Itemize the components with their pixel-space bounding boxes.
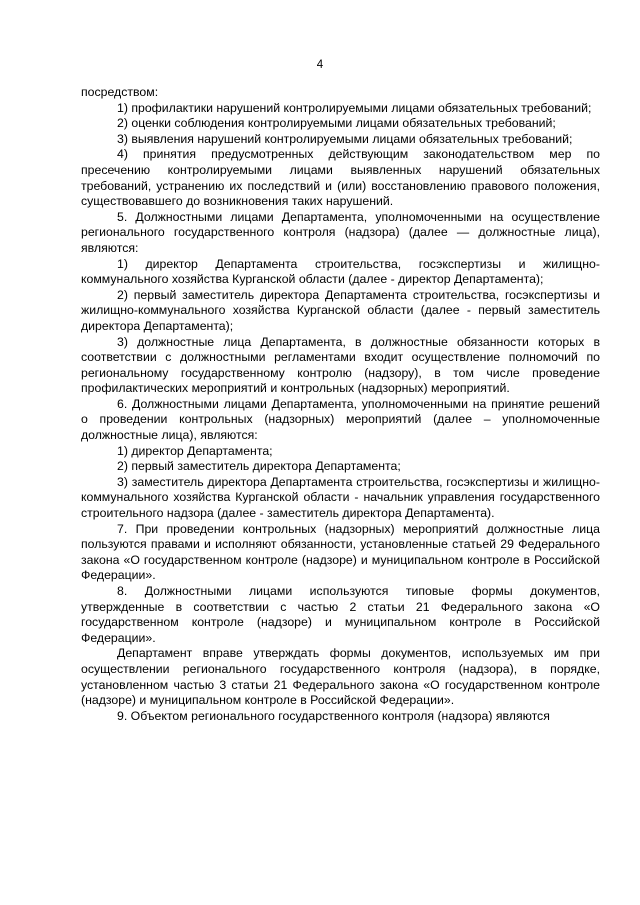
paragraph: 5. Должностными лицами Департамента, уполномоченными на осуществление регионального государственного контроля (надзора) (далее — должностные лица), являются: xyxy=(81,209,600,255)
paragraph: 1) профилактики нарушений контролируемыми лицами обязательных требований; xyxy=(117,100,592,115)
paragraph: 3) должностные лица Департамента, в должностные обязанности которых в соответствии с должностными регламентами входит осуществление полномочий по региональному государственному контролю (надзору), в том числе проведение профилактических мероприятий и контрольных (надзорных) мероприятий. xyxy=(81,334,600,396)
paragraph: 3) выявления нарушений контролируемыми лицами обязательных требований; xyxy=(117,131,573,146)
paragraph: 2) оценки соблюдения контролируемыми лицами обязательных требований; xyxy=(117,116,556,131)
paragraph: 7. При проведении контрольных (надзорных) мероприятий должностные лица пользуются правами и исполняют обязанности, установленные статьей 29 Федерального закона «О государственном контроле (надзоре) и муниципальном контроле в Российской Федерации». xyxy=(81,521,600,583)
paragraph: 1) директор Департамента; xyxy=(117,443,273,458)
paragraph: Департамент вправе утверждать формы документов, используемых им при осуществлении регионального государственного контроля (надзора), в порядке, установленном частью 3 статьи 21 Федерального закона «О государственном контроле (надзоре) и муниципальном контроле в Российской Федерации». xyxy=(81,646,600,708)
paragraph: посредством: xyxy=(81,85,159,99)
paragraph: 2) первый заместитель директора Департамента строительства, госэкспертизы и жилищно-коммунального хозяйства Курганской области (далее - первый заместитель директора Департамента); xyxy=(81,287,600,333)
paragraph: 6. Должностными лицами Департамента, уполномоченными на принятие решений о проведении контрольных (надзорных) мероприятий (далее – уполномоченные должностные лица), являются: xyxy=(81,396,600,443)
paragraph: 2) первый заместитель директора Департамента; xyxy=(117,459,401,474)
body-text xyxy=(81,85,600,724)
page-number: 4 xyxy=(316,59,324,71)
paragraph: 1) директор Департамента строительства, госэкспертизы и жилищно-коммунального хозяйства Курганской области (далее - директор Департамента); xyxy=(81,256,600,287)
paragraph: 4) принятия предусмотренных действующим законодательством мер по пресечению контролируемыми лицами выявленных нарушений обязательных требований, устранению их последствий и (или) восстановлению правового положения, существовавшего до возникновения таких нарушений. xyxy=(81,147,600,209)
paragraph: 8. Должностными лицами используются типовые формы документов, утвержденные в соответствии с частью 2 статьи 21 Федерального закона «О государственном контроле (надзоре) и муниципальном контроле в Российской Федерации». xyxy=(81,584,600,645)
paragraph: 9. Объектом регионального государственного контроля (надзора) являются xyxy=(117,708,550,723)
paragraph: 3) заместитель директора Департамента строительства, госэкспертизы и жилищно-коммунального хозяйства Курганской области - начальник управления государственного строительного надзора (далее - заместитель директора Департамента). xyxy=(81,474,600,521)
